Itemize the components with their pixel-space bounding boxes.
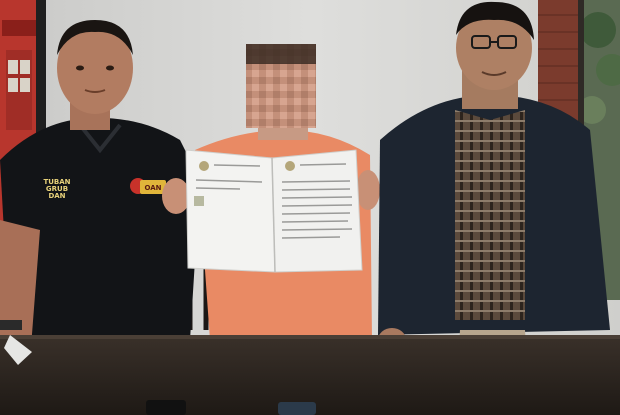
shirt-badge: [130, 178, 166, 194]
svg-text:GRUB: GRUB: [45, 185, 69, 193]
phone-on-table: [278, 402, 316, 415]
letter-document: [186, 150, 362, 272]
shirt-logo: [40, 175, 74, 200]
svg-text:DAN: DAN: [48, 192, 66, 200]
phone-on-table: [146, 400, 186, 415]
svg-text:OAN: OAN: [144, 184, 162, 192]
svg-text:TUBAN: TUBAN: [43, 178, 71, 186]
